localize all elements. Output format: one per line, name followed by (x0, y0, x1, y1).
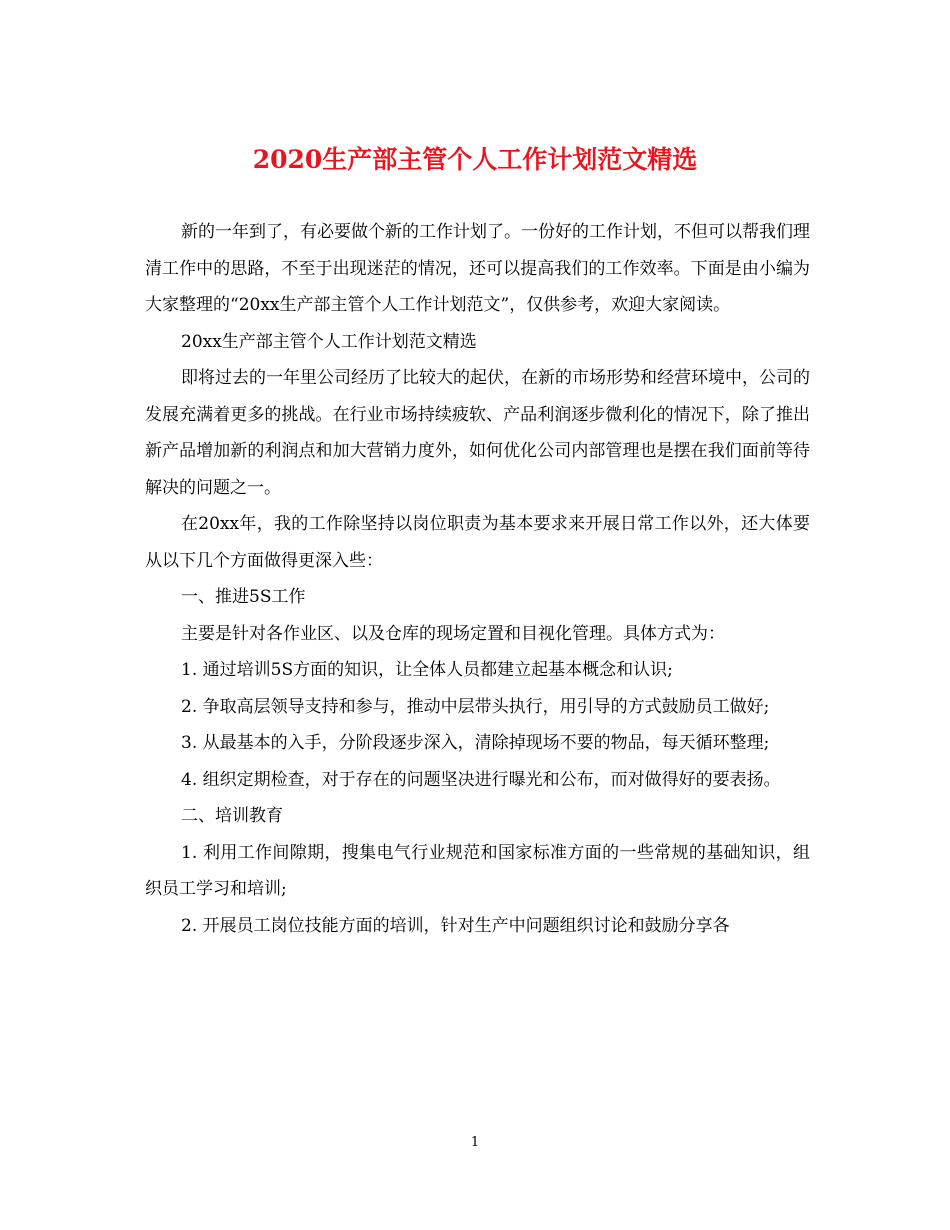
list-item-5s-4: 4. 组织定期检查，对于存在的问题坚决进行曝光和公布，而对做得好的要表扬。 (181, 769, 781, 790)
paragraph-5s-intro: 主要是针对各作业区、以及仓库的现场定置和目视化管理。具体方式为： (181, 623, 725, 644)
list-item-5s-1: 1. 通过培训5S方面的知识，让全体人员都建立起基本概念和认识; (181, 660, 673, 680)
list-item-training-1: 1. 利用工作间隙期，搜集电气行业规范和国家标准方面的一些常规的基础知识，组织员工学习和培训; (145, 842, 810, 899)
document-body (145, 214, 810, 944)
paragraph-background: 即将过去的一年里公司经历了比较大的起伏，在新的市场形势和经营环境中，公司的发展充满着更多的挑战。在行业市场持续疲软、产品利润逐步微利化的情况下，除了推出新产品增加新的利润点和加大营销力度外，如何优化公司内部管理也是摆在我们面前等待解决的问题之一。 (145, 368, 810, 498)
list-item-5s-3: 3. 从最基本的入手，分阶段逐步深入，清除掉现场不要的物品，每天循环整理; (181, 733, 770, 753)
paragraph-intro: 新的一年到了，有必要做个新的工作计划了。一份好的工作计划，不但可以帮我们理清工作中的思路，不至于出现迷茫的情况，还可以提高我们的工作效率。下面是由小编为大家整理的“20xx生产部主管个人工作计划范文”，仅供参考，欢迎大家阅读。 (145, 222, 810, 315)
section-heading-5s: 一、推进5S工作 (181, 587, 306, 607)
list-item-training-2: 2. 开展员工岗位技能方面的培训，针对生产中问题组织讨论和鼓励分享各 (181, 915, 730, 936)
document-title: 2020生产部主管个人工作计划范文精选 (252, 145, 698, 174)
paragraph-overview: 在20xx年，我的工作除坚持以岗位职责为基本要求来开展日常工作以外，还大体要从以下几个方面做得更深入些： (145, 514, 810, 571)
page-number: 1 (470, 1135, 480, 1150)
paragraph-subtitle: 20xx生产部主管个人工作计划范文精选 (181, 331, 477, 352)
list-item-5s-2: 2. 争取高层领导支持和参与，推动中层带头执行，用引导的方式鼓励员工做好; (181, 696, 770, 717)
section-heading-training: 二、培训教育 (181, 806, 283, 826)
